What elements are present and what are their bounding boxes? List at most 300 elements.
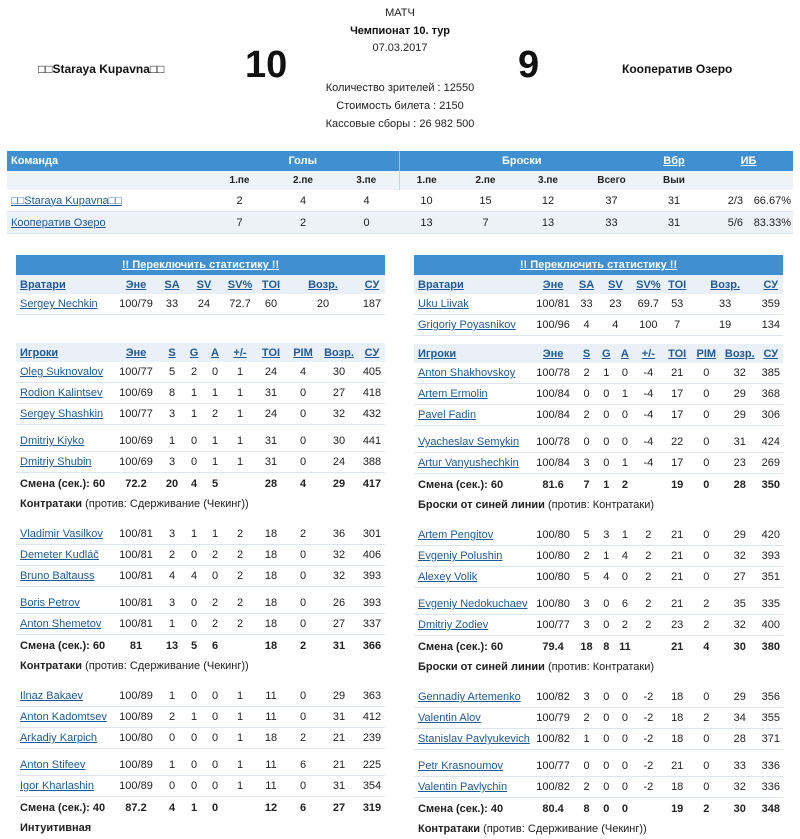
line-total-cell [225,473,255,495]
player-stat-cell: 0 [183,545,205,566]
ib-header-link[interactable]: ИБ [740,155,757,167]
player-stat-cell: 1 [183,404,205,425]
ib-cell: 2/3 [704,190,743,212]
player-stat-cell: 18 [663,777,692,798]
goalie-column-header[interactable]: SV [597,275,634,294]
player-row [16,404,385,425]
match-label: МАТЧ [385,7,415,19]
player-stat-cell: 21 [663,594,692,615]
player-column-header[interactable]: TOI [255,343,287,362]
player-stat-cell: 23 [663,615,692,636]
player-name-link[interactable]: Igor Kharlashin [20,780,94,792]
goalie-column-header[interactable]: SV% [225,275,255,294]
player-stat-cell: -2 [634,729,663,750]
player-stat-cell: 393 [359,566,385,587]
player-name-link[interactable]: Artur Vanyushechkin [418,457,519,469]
home-team-stats-panel [16,255,385,838]
shift-label [414,798,530,820]
goalie-column-header[interactable]: SA [161,275,183,294]
goalie-column-header[interactable]: SV% [634,275,663,294]
goalie-stat-cell: 100 [634,315,663,336]
players-title[interactable]: Игроки [414,344,530,363]
player-stat-cell: 35 [721,594,759,615]
player-stat-cell: 0 [597,708,616,729]
player-stat-cell: 29 [721,405,759,426]
spacer [414,336,783,345]
player-column-header[interactable]: PIM [692,344,721,363]
player-column-header[interactable]: +/- [225,343,255,362]
player-name-link[interactable]: Bruno Baltauss [20,570,95,582]
player-stat-cell: 0 [183,614,205,635]
player-stat-cell: 1 [616,525,634,546]
player-name-link[interactable]: Dmitriy Zodiev [418,619,489,631]
ticket-price: Стоимость билета : 2150 [336,100,464,112]
summary-header [7,151,793,171]
player-stat-cell: 0 [183,452,205,473]
player-stat-cell: 100/82 [530,729,576,750]
goalie-stat-cell: 53 [663,294,692,315]
player-column-header[interactable]: СУ [759,344,783,363]
player-name-link[interactable]: Anton Shemetov [20,618,102,630]
goalies-title[interactable]: Вратари [16,275,111,294]
player-stat-cell: 0 [692,567,721,588]
player-stat-cell: -4 [634,453,663,474]
goalie-stat-cell: 19 [692,315,759,336]
goalie-stat-cell: 20 [287,294,359,315]
player-row [414,546,783,567]
player-stat-cell: 1 [597,363,616,384]
player-stat-cell: 100/69 [111,383,161,404]
player-stat-cell: 100/78 [530,432,576,453]
player-column-header[interactable]: G [597,344,616,363]
player-stat-cell: 418 [359,383,385,404]
shift-label [414,636,530,658]
player-stat-cell: 2 [634,615,663,636]
player-stat-cell: 406 [359,545,385,566]
player-stat-cell: 3 [576,453,597,474]
line-total-cell: 21 [663,636,692,658]
player-stat-cell: 0 [205,776,225,797]
revenue: Кассовые сборы : 26 982 500 [325,118,475,130]
goalie-name-link[interactable]: Uku Liivak [418,298,469,310]
goalie-column-header[interactable]: СУ [759,275,783,294]
player-stat-cell: 0 [205,686,225,707]
player-name-link[interactable]: Alexey Volik [418,571,478,583]
tactic-name: Контратаки [418,823,481,835]
player-stat-cell: 2 [205,545,225,566]
player-stat-cell: 0 [597,405,616,426]
player-stat-cell: 1 [161,755,183,776]
line-total-cell: 18 [255,635,287,657]
summary-team-link[interactable]: □□Staraya Kupavna□□ [11,194,122,207]
player-stat-cell: 11 [255,686,287,707]
line-total-cell: 6 [205,635,225,657]
player-stat-cell: 23 [721,453,759,474]
player-name-link[interactable]: Gennadiy Artemenko [418,691,521,703]
player-stat-cell: 0 [597,687,616,708]
player-stat-cell: 336 [759,777,783,798]
player-name-link[interactable]: Artem Pengitov [418,529,494,541]
goals-cell: 2 [272,212,334,234]
player-name-link[interactable]: Valentin Pavlychin [418,781,508,793]
player-column-header[interactable]: S [576,344,597,363]
player-stat-cell: 32 [319,566,359,587]
player-stat-cell: 0 [183,728,205,749]
player-stat-cell: 1 [225,404,255,425]
line-total-cell: 0 [616,798,634,820]
player-stat-cell: 1 [161,686,183,707]
tactic-name: Броски от синей линии [418,661,545,673]
summary-table [7,151,793,234]
goalie-stat-cell: 4 [597,315,634,336]
goalie-stat-cell: 359 [759,294,783,315]
player-stat-cell: 27 [721,567,759,588]
line-total-cell [225,797,255,819]
player-stat-cell: 1 [183,707,205,728]
player-column-header[interactable]: Эне [111,343,161,362]
away-team-stats-panel [414,255,783,839]
player-stat-cell: 21 [663,756,692,777]
ib-percent-cell: 83.33% [743,212,793,234]
line-total-cell: 1 [597,474,616,496]
player-stat-cell: 0 [597,756,616,777]
player-stat-cell: 3 [576,594,597,615]
goalie-column-header[interactable]: Эне [111,275,161,294]
shots-cell: 10 [399,190,454,212]
player-stat-cell: 5 [576,567,597,588]
player-name-link[interactable]: Anton Stifeev [20,759,86,771]
goalie-column-header[interactable]: SA [576,275,597,294]
line-tactic-row [414,819,783,839]
player-stat-cell: 335 [759,594,783,615]
player-row [16,776,385,797]
period-3-header: 3.пе [334,171,399,190]
player-stat-cell: 363 [359,686,385,707]
home-score: 10 [245,44,288,86]
player-stat-cell: 31 [255,452,287,473]
summary-team-link[interactable]: Кооператив Озеро [11,216,106,229]
player-name-link[interactable]: Boris Petrov [20,597,80,609]
shift-value: 60 [490,640,504,653]
players-header [414,344,783,363]
player-column-header[interactable]: A [616,344,634,363]
player-stat-cell: 32 [721,777,759,798]
player-stat-cell: 400 [759,615,783,636]
player-stat-cell: 32 [721,363,759,384]
player-name-link[interactable]: Arkadiy Karpich [20,732,98,744]
player-name-link[interactable]: Stanislav Pavlyukevich [418,733,530,745]
shots-total-cell: 33 [579,212,644,234]
player-name-link[interactable]: Demeter Kudláč [20,549,99,561]
player-row [414,708,783,729]
player-stat-cell: 0 [576,384,597,405]
player-stat-cell: 2 [205,404,225,425]
player-stat-cell: 2 [576,777,597,798]
goalie-column-header[interactable]: TOI [663,275,692,294]
player-name-link[interactable]: Evgeniy Polushin [418,550,503,562]
player-stat-cell: 424 [759,432,783,453]
player-stat-cell: 2 [692,615,721,636]
player-name-link[interactable]: Dmitriy Shubin [20,456,92,468]
player-stat-cell: 301 [359,524,385,545]
player-name-link[interactable]: Valentin Alov [418,712,481,724]
player-stat-cell: 1 [225,686,255,707]
player-stat-cell: 0 [287,431,319,452]
player-name-link[interactable]: Vladimir Vasilkov [20,528,103,540]
player-stat-cell: 0 [205,755,225,776]
player-stat-cell: 18 [663,687,692,708]
player-stat-cell: 0 [616,756,634,777]
spacer [414,677,783,687]
goalie-row [16,294,385,315]
line-total-cell: 12 [255,797,287,819]
switch-stats-link[interactable]: !! Переключить статистику !! [121,259,280,271]
player-stat-cell: 18 [255,545,287,566]
ib-cell: 5/6 [704,212,743,234]
player-row [414,363,783,384]
goalie-column-header[interactable]: SV [183,275,225,294]
player-name-link[interactable]: Pavel Fadin [418,409,477,421]
player-stat-cell: 0 [183,776,205,797]
line-total-cell: 417 [359,473,385,495]
player-stat-cell: 29 [721,687,759,708]
line-total-cell: 28 [721,474,759,496]
player-stat-cell: 27 [319,614,359,635]
line-total-cell: 319 [359,797,385,819]
tactic-opponent: (против: Сдерживание (Чекинг)) [82,498,249,510]
shift-label-text: Смена (сек.): [20,477,93,490]
player-stat-cell: 100/84 [530,453,576,474]
player-stat-cell: 0 [287,383,319,404]
goalies-header [414,275,783,294]
player-stat-cell: 1 [616,384,634,405]
goalie-row [414,315,783,336]
player-name-link[interactable]: Oleg Suknovalov [20,366,104,378]
player-stat-cell: 26 [319,593,359,614]
player-stat-cell: 18 [255,728,287,749]
shift-label-text: Смена (сек.): [20,801,93,814]
player-stat-cell: 355 [759,708,783,729]
player-stat-cell: 336 [759,756,783,777]
player-stat-cell: 100/69 [111,431,161,452]
player-stat-cell: 2 [161,707,183,728]
player-stat-cell: 100/81 [111,614,161,635]
goalie-column-header[interactable]: Возр. [287,275,359,294]
player-column-header[interactable]: Возр. [319,343,359,362]
goalie-column-header[interactable]: СУ [359,275,385,294]
summary-subheader [7,171,793,190]
goalies-title[interactable]: Вратари [414,275,530,294]
line-total-cell: 81 [111,635,161,657]
goalie-name-link[interactable]: Grigoriy Poyasnikov [418,319,516,331]
line-total-cell: 8 [597,636,616,658]
player-stat-cell: 3 [161,593,183,614]
player-stat-cell: 0 [597,594,616,615]
line-total-cell [634,636,663,658]
player-stat-cell: 32 [319,545,359,566]
player-stat-cell: 31 [255,383,287,404]
player-stat-cell: 3 [161,404,183,425]
player-column-header[interactable]: Возр. [721,344,759,363]
player-stat-cell: 11 [255,776,287,797]
player-stat-cell: 11 [255,755,287,776]
away-team-name: Кооператив Озеро [622,62,733,76]
player-stat-cell: 0 [597,384,616,405]
player-stat-cell: 6 [616,594,634,615]
player-stat-cell: 5 [576,525,597,546]
player-stat-cell: 393 [359,593,385,614]
goalie-name-link[interactable]: Sergey Nechkin [20,298,98,310]
player-stat-cell: 0 [205,707,225,728]
line-total-cell: 7 [576,474,597,496]
player-column-header[interactable]: A [205,343,225,362]
player-stat-cell: 2 [183,362,205,383]
switch-stats-link[interactable]: !! Переключить статистику !! [519,259,678,271]
player-stat-cell: 0 [692,432,721,453]
player-name-link[interactable]: Anton Shakhovskoy [418,367,516,379]
goalie-stat-cell: 134 [759,315,783,336]
line-total-cell: 79.4 [530,636,576,658]
goalie-stat-cell: 100/96 [530,315,576,336]
line-total-cell [634,798,663,820]
shots-cell: 13 [517,212,579,234]
player-row [414,594,783,615]
player-stat-cell: 337 [359,614,385,635]
goalie-column-header[interactable]: Эне [530,275,576,294]
shift-value: 60 [92,639,106,652]
player-stat-cell: 27 [319,383,359,404]
players-title[interactable]: Игроки [16,343,111,362]
player-stat-cell: 2 [225,524,255,545]
player-stat-cell: -2 [634,756,663,777]
goalie-column-header[interactable]: Возр. [692,275,759,294]
player-stat-cell: 2 [225,614,255,635]
line-total-cell [634,474,663,496]
player-stat-cell: 1 [205,452,225,473]
player-stat-cell: 24 [255,404,287,425]
vbr-cell: 31 [644,212,704,234]
player-stat-cell: -2 [634,687,663,708]
line-total-cell: 29 [319,473,359,495]
player-stat-cell: 31 [319,707,359,728]
player-column-header[interactable]: G [183,343,205,362]
player-name-link[interactable]: Petr Krasnoumov [418,760,503,772]
player-stat-cell: 4 [597,567,616,588]
goalie-stat-cell: 33 [161,294,183,315]
player-row [16,362,385,383]
player-name-link[interactable]: Rodion Kalintsev [20,387,103,399]
player-stat-cell: 0 [692,453,721,474]
ib-percent-cell: 66.67% [743,190,793,212]
line-total-cell: 6 [287,797,319,819]
line-total-cell: 19 [663,798,692,820]
player-stat-cell: 0 [616,432,634,453]
shots-cell: 15 [454,190,517,212]
player-stat-cell: 17 [663,384,692,405]
player-row [414,777,783,798]
summary-row-home [7,190,793,212]
line-total-cell: 348 [759,798,783,820]
player-row [414,453,783,474]
player-column-header[interactable]: TOI [663,344,692,363]
player-stat-cell: 1 [205,383,225,404]
player-stat-cell: 0 [616,567,634,588]
player-name-link[interactable]: Evgeniy Nedokuchaev [418,598,528,610]
player-stat-cell: 1 [183,383,205,404]
player-stat-cell: 0 [287,545,319,566]
player-name-link[interactable]: Artem Ermolin [418,388,488,400]
player-column-header[interactable]: PIM [287,343,319,362]
player-stat-cell: 351 [759,567,783,588]
player-name-link[interactable]: Anton Kadomtsev [20,711,107,723]
player-stat-cell: 0 [161,728,183,749]
player-stat-cell: 100/80 [530,567,576,588]
player-stat-cell: 0 [287,452,319,473]
player-stat-cell: 6 [287,755,319,776]
player-stat-cell: 100/89 [111,755,161,776]
player-column-header[interactable]: +/- [634,344,663,363]
player-stat-cell: 2 [225,593,255,614]
tactic-name: Броски от синей линии [418,499,545,511]
vbr-header-link[interactable]: Вбр [663,155,685,167]
player-row [16,728,385,749]
player-stat-cell: 2 [576,363,597,384]
player-stat-cell: 2 [576,546,597,567]
spacer [16,676,385,686]
player-stat-cell: 371 [759,729,783,750]
player-stat-cell: -4 [634,432,663,453]
player-column-header[interactable]: S [161,343,183,362]
player-name-link[interactable]: Sergey Shashkin [20,408,104,420]
player-stat-cell: 100/84 [530,384,576,405]
goalie-column-header[interactable]: TOI [255,275,287,294]
goalie-stat-cell: 100/81 [530,294,576,315]
goalie-stat-cell: 187 [359,294,385,315]
player-name-link[interactable]: Dmitriy Kiyko [20,435,85,447]
line-total-cell: 30 [721,798,759,820]
spacer [414,515,783,525]
shift-label [16,635,111,657]
player-stat-cell: 1 [576,729,597,750]
period-2-header: 2.пе [272,171,334,190]
line-total-cell: 4 [692,636,721,658]
player-stat-cell: 385 [759,363,783,384]
shots-total-header: Всего [579,171,644,190]
player-stat-cell: 100/77 [111,362,161,383]
line-total-cell: 0 [692,474,721,496]
player-column-header[interactable]: Эне [530,344,576,363]
team-stats-table [414,255,783,839]
player-stat-cell: 4 [161,566,183,587]
player-stat-cell: 0 [692,405,721,426]
goals-cell: 2 [207,190,272,212]
player-stat-cell: 0 [692,756,721,777]
player-stat-cell: 1 [225,755,255,776]
player-name-link[interactable]: Vyacheslav Semykin [418,436,520,448]
player-column-header[interactable]: СУ [359,343,385,362]
player-row [16,383,385,404]
player-stat-cell: 0 [183,593,205,614]
player-row [16,755,385,776]
player-stat-cell: 0 [287,404,319,425]
player-stat-cell: 420 [759,525,783,546]
line-total-cell: 2 [616,474,634,496]
player-name-link[interactable]: Ilnaz Bakaev [20,690,83,702]
player-stat-cell: 100/80 [111,728,161,749]
player-stat-cell: 31 [255,431,287,452]
player-stat-cell: 1 [183,524,205,545]
shift-label [16,797,111,819]
